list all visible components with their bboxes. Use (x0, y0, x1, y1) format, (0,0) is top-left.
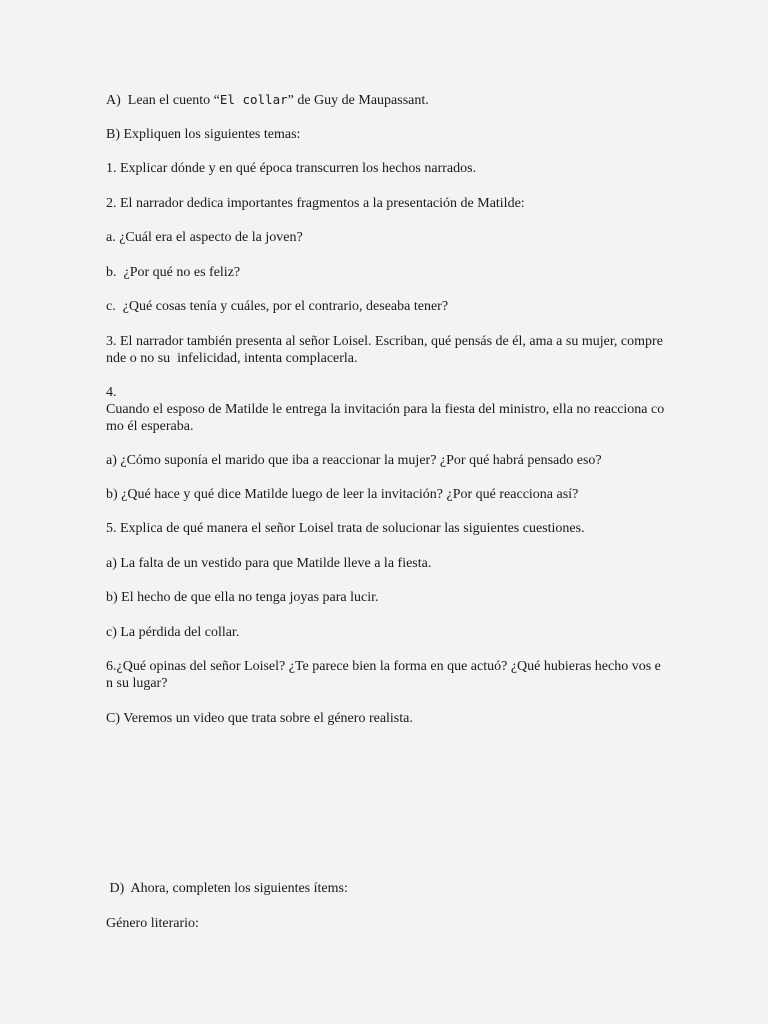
question-5: 5. Explica de qué manera el señor Loisel trata de solucionar las siguientes cuestiones. (106, 521, 585, 536)
question-2: 2. El narrador dedica importantes fragmentos a la presentación de Matilde: (106, 196, 525, 211)
question-4-number: 4. (106, 385, 117, 400)
question-5a: a) La falta de un vestido para que Matilde lleve a la fiesta. (106, 556, 432, 571)
question-4-line-2: mo él esperaba. (106, 419, 194, 434)
item-d: D) Ahora, completen los siguientes ítems: (106, 881, 348, 896)
genre-label: Género literario: (106, 916, 199, 931)
question-2a: a. ¿Cuál era el aspecto de la joven? (106, 230, 303, 245)
question-5b: b) El hecho de que ella no tenga joyas para lucir. (106, 590, 379, 605)
question-4-line-1: Cuando el esposo de Matilde le entrega la invitación para la fiesta del ministro, ella no reacciona co (106, 402, 665, 417)
question-4a: a) ¿Cómo suponía el marido que iba a reaccionar la mujer? ¿Por qué habrá pensado eso? (106, 453, 602, 468)
question-4b: b) ¿Qué hace y qué dice Matilde luego de leer la invitación? ¿Por qué reacciona así? (106, 487, 579, 502)
item-c: C) Veremos un video que trata sobre el género realista. (106, 711, 413, 726)
story-title: El collar (219, 92, 288, 107)
question-6-line-2: n su lugar? (106, 676, 168, 691)
item-a-suffix: ” de Guy de Maupassant. (287, 93, 429, 108)
question-5c: c) La pérdida del collar. (106, 625, 240, 640)
question-1: 1. Explicar dónde y en qué época transcurren los hechos narrados. (106, 161, 477, 176)
question-3-line-2: nde o no su infelicidad, intenta complacerla. (106, 351, 358, 366)
question-2b: b. ¿Por qué no es feliz? (106, 265, 241, 280)
item-a-prefix: A) Lean el cuento “ (106, 93, 220, 108)
question-3-line-1: 3. El narrador también presenta al señor Loisel. Escriban, qué pensás de él, ama a su mujer, compre (106, 334, 663, 349)
question-2c: c. ¿Qué cosas tenía y cuáles, por el contrario, deseaba tener? (106, 299, 449, 314)
item-a (106, 91, 666, 109)
question-6-line-1: 6.¿Qué opinas del señor Loisel? ¿Te parece bien la forma en que actuó? ¿Qué hubieras hecho vos e (106, 659, 661, 674)
item-b: B) Expliquen los siguientes temas: (106, 127, 301, 142)
